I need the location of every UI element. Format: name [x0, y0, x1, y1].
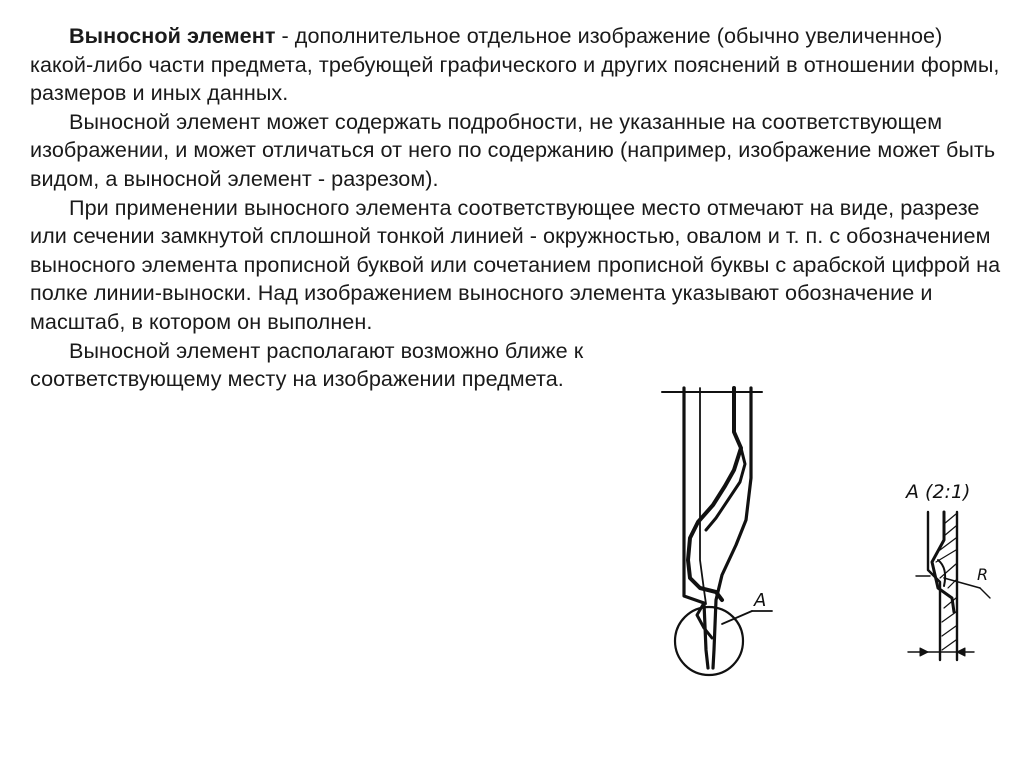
paragraph-details: Выносной элемент может содержать подробности, не указанные на соответствующем изображении, и может отличаться от него по содержанию (например, изображение может быть видом, а выносной элемент - разрезом). [30, 108, 996, 191]
detail-title: A (2:1) [906, 481, 971, 503]
inner-thin-line [700, 388, 706, 604]
leader-label-a: A [754, 590, 767, 611]
radius-leader-ext [980, 588, 990, 598]
main-view [662, 388, 772, 675]
detail-groove [932, 512, 954, 612]
paragraph-marking: При применении выносного элемента соответствующее место отмечают на виде, разрезе или сечении замкнутой сплошной тонкой линией - окружностью, овалом и т. п. с обозначением выносного элемента прописной буквой или сочетанием прописной буквы с арабской цифрой на полке линии-выноски. Над изображением выносного элемента указывают обозначение и масштаб, в котором он выполнен. [30, 194, 1001, 334]
paragraph-placement: Выносной элемент располагают возможно ближе к соответствующему месту на изображении предмета. [30, 337, 584, 392]
definition-text: - дополнительное отдельное изображение (обычно увеличенное) какой-либо части предмета, требующей графического и других пояснений в отношении формы, размеров и иных данных. [30, 23, 1000, 106]
term-bold: Выносной элемент [69, 23, 276, 48]
dimension-arrow-left [920, 648, 928, 656]
radius-label-r: R [977, 565, 989, 584]
detail-view [908, 512, 990, 660]
